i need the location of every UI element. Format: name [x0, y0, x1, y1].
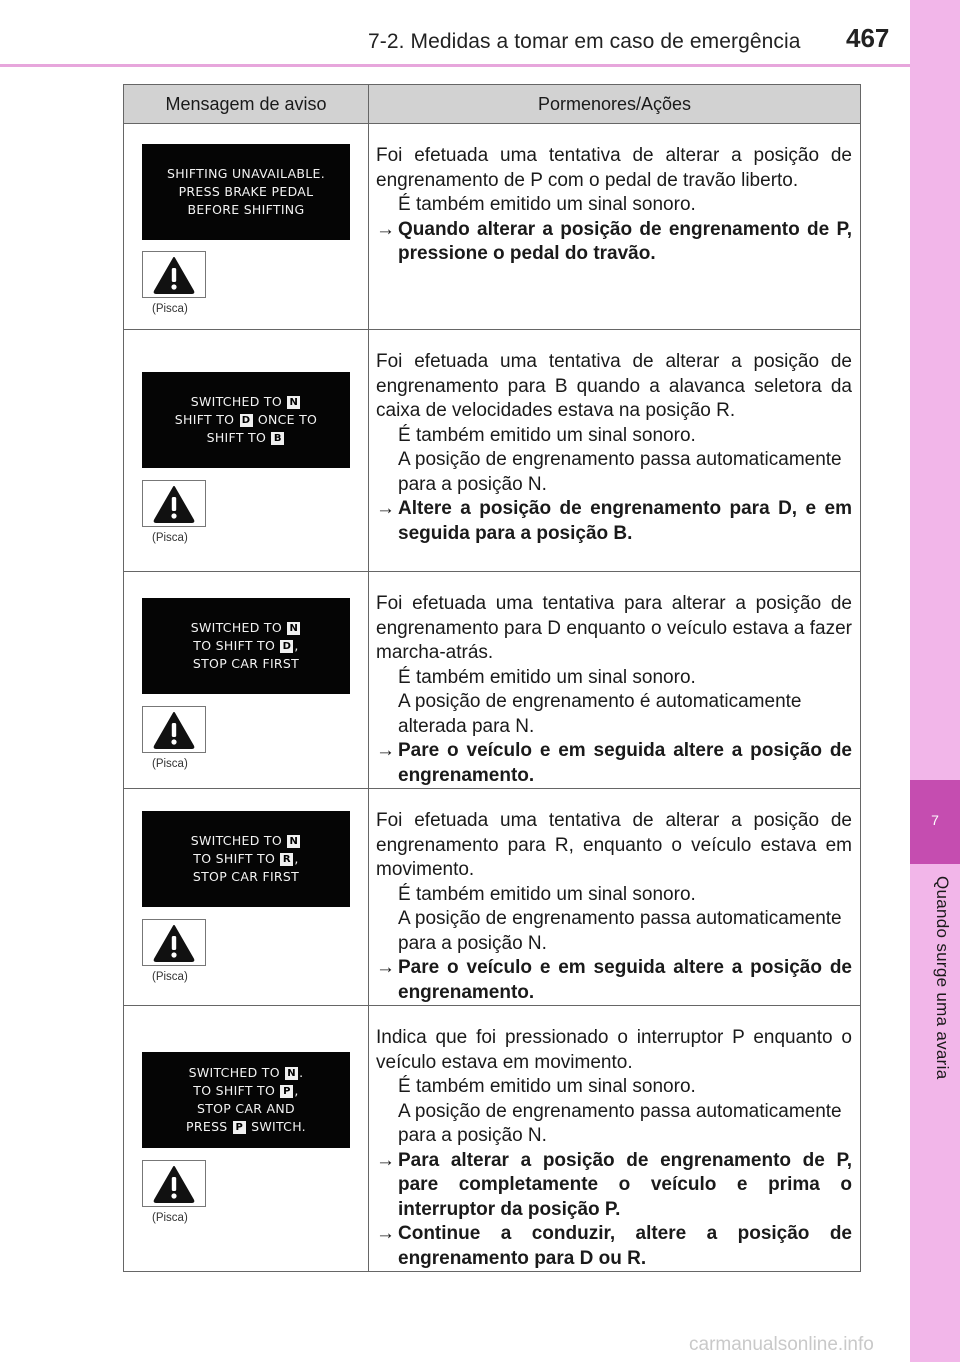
- gear-letter-box: D: [240, 414, 253, 427]
- note-text: A posição de engrenamento passa automaticamente para a posição N.: [398, 1100, 842, 1146]
- chapter-number: 7: [910, 780, 960, 864]
- display-text: PRESS BRAKE PEDAL: [178, 184, 314, 199]
- gear-letter-box: D: [280, 640, 293, 653]
- table-row: [124, 789, 861, 1006]
- gear-letter-box: N: [287, 835, 300, 848]
- description-text: Foi efetuada uma tentativa de alterar a posição de engrenamento para R, enquanto o veículo estava em movimento.: [376, 810, 852, 880]
- column-header-message: Mensagem de aviso: [124, 85, 369, 124]
- display-line: [142, 619, 350, 637]
- display-text: SHIFT TO: [206, 430, 271, 445]
- arrow-icon: →: [376, 498, 395, 519]
- action-text: Para alterar a posição de engrenamento de P, pare completamente o veículo e prima o interruptor da posição P.: [398, 1149, 852, 1220]
- note-text: A posição de engrenamento é automaticamente alterada para N.: [398, 691, 802, 737]
- gear-letter-box: N: [285, 1067, 298, 1080]
- exclamation-icon: [153, 256, 195, 294]
- gear-letter-box: N: [287, 622, 300, 635]
- action-text: Pare o veículo e em seguida altere a posição de engrenamento.: [398, 740, 852, 786]
- warning-symbol-box: [142, 1160, 206, 1207]
- action-text: Pare o veículo e em seguida altere a posição de engrenamento.: [398, 957, 852, 1003]
- warning-symbol-box: [142, 706, 206, 753]
- details-cell: [369, 124, 861, 330]
- display-line: [142, 1082, 350, 1100]
- warning-symbol-box: [142, 919, 206, 966]
- display-text: TO SHIFT TO: [193, 638, 280, 653]
- table-row: [124, 124, 861, 330]
- display-line: [142, 429, 350, 447]
- display-text: SWITCHED TO: [188, 1065, 285, 1080]
- action-item: [376, 1149, 852, 1223]
- exclamation-icon: [153, 1165, 195, 1203]
- exclamation-icon: [153, 711, 195, 749]
- arrow-icon: →: [376, 1223, 395, 1244]
- note-text: É também emitido um sinal sonoro.: [398, 194, 696, 215]
- action-item: [376, 497, 852, 546]
- note-text: A posição de engrenamento passa automaticamente para a posição N.: [398, 449, 842, 495]
- action-item: [376, 1222, 852, 1271]
- gear-letter-box: R: [280, 853, 293, 866]
- table-row: [124, 572, 861, 789]
- display-line: [142, 850, 350, 868]
- watermark: carmanualsonline.info: [689, 1334, 874, 1355]
- display-text: .: [299, 1065, 304, 1080]
- description-text: Foi efetuada uma tentativa para alterar a posição de engrenamento para D enquanto o veículo estava a fazer marcha-atrás.: [376, 593, 852, 663]
- display-text: ,: [294, 1083, 299, 1098]
- display-text: TO SHIFT TO: [193, 1083, 280, 1098]
- display-line: [142, 393, 350, 411]
- gear-letter-box: P: [280, 1085, 293, 1098]
- table-row: [124, 1006, 861, 1272]
- display-text: SWITCHED TO: [190, 620, 287, 635]
- display-message: [142, 144, 350, 240]
- description-text: Indica que foi pressionado o interruptor P enquanto o veículo estava em movimento.: [376, 1027, 852, 1073]
- action-item: [376, 956, 852, 1005]
- display-text: SWITCHED TO: [190, 394, 287, 409]
- warning-message-cell: [124, 572, 369, 789]
- details-cell: [369, 789, 861, 1006]
- display-text: ONCE TO: [253, 412, 318, 427]
- display-line: [142, 655, 350, 673]
- details-cell: [369, 1006, 861, 1272]
- note-text: É também emitido um sinal sonoro.: [398, 424, 696, 446]
- description-text: Foi efetuada uma tentativa de alterar a posição de engrenamento para B quando a alavanca seletora da caixa de velocidades estava na posição R.: [376, 351, 852, 421]
- display-line: [142, 411, 350, 429]
- gear-letter-box: B: [271, 432, 284, 445]
- note-text: É também emitido um sinal sonoro.: [398, 883, 696, 905]
- arrow-icon: →: [376, 1149, 395, 1171]
- display-text: STOP CAR AND: [197, 1101, 295, 1116]
- action-item: [376, 739, 852, 788]
- display-text: SHIFT TO: [174, 412, 239, 427]
- warning-message-cell: [124, 789, 369, 1006]
- display-text: SHIFTING UNAVAILABLE.: [166, 166, 326, 181]
- action-text: Altere a posição de engrenamento para D, e em seguida para a posição B.: [398, 498, 852, 544]
- display-line: [142, 1118, 350, 1136]
- blink-label: (Pisca): [152, 758, 188, 770]
- display-line: [142, 1064, 350, 1082]
- display-message: [142, 1052, 350, 1148]
- gear-letter-box: N: [287, 396, 300, 409]
- warning-symbol-box: [142, 251, 206, 298]
- warning-message-cell: [124, 330, 369, 572]
- warning-symbol-box: [142, 480, 206, 527]
- arrow-icon: →: [376, 740, 395, 761]
- table-row: [124, 330, 861, 572]
- display-text: STOP CAR FIRST: [192, 656, 300, 671]
- display-line: [142, 165, 350, 183]
- display-text: SWITCHED TO: [190, 833, 287, 848]
- note-text: É também emitido um sinal sonoro.: [398, 666, 696, 688]
- chapter-side-tab: [910, 0, 960, 1362]
- display-text: BEFORE SHIFTING: [187, 202, 305, 217]
- note-text: A posição de engrenamento passa automaticamente para a posição N.: [398, 908, 842, 954]
- display-message: [142, 372, 350, 468]
- details-cell: [369, 330, 861, 572]
- display-text: TO SHIFT TO: [193, 851, 280, 866]
- header-divider: [0, 64, 910, 67]
- display-text: SWITCH.: [246, 1119, 306, 1134]
- table-header-row: [124, 85, 861, 124]
- display-line: [142, 201, 350, 219]
- display-text: STOP CAR FIRST: [192, 869, 300, 884]
- display-text: PRESS: [186, 1119, 232, 1134]
- exclamation-icon: [153, 924, 195, 962]
- warning-message-cell: [124, 1006, 369, 1272]
- display-line: [142, 637, 350, 655]
- column-header-details: Pormenores/Ações: [369, 85, 861, 124]
- arrow-icon: →: [376, 957, 395, 978]
- exclamation-icon: [153, 485, 195, 523]
- blink-label: (Pisca): [152, 1212, 188, 1224]
- display-message: [142, 811, 350, 907]
- blink-label: (Pisca): [152, 303, 188, 315]
- details-cell: [369, 572, 861, 789]
- display-line: [142, 868, 350, 886]
- chapter-title: Quando surge uma avaria: [933, 876, 952, 1080]
- gear-letter-box: P: [233, 1121, 246, 1134]
- arrow-icon: →: [376, 218, 395, 240]
- note-text: É também emitido um sinal sonoro.: [398, 1076, 696, 1097]
- blink-label: (Pisca): [152, 532, 188, 544]
- warning-messages-table: [123, 84, 861, 1272]
- action-text: Continue a conduzir, altere a posição de engrenamento para D ou R.: [398, 1223, 852, 1269]
- display-text: ,: [294, 851, 299, 866]
- display-message: [142, 598, 350, 694]
- section-title: 7-2. Medidas a tomar em caso de emergência: [368, 30, 801, 53]
- action-text: Quando alterar a posição de engrenamento de P, pressione o pedal do travão.: [398, 218, 852, 264]
- page-number: 467: [846, 23, 890, 53]
- display-line: [142, 183, 350, 201]
- display-line: [142, 832, 350, 850]
- display-line: [142, 1100, 350, 1118]
- action-item: [376, 218, 852, 267]
- warning-message-cell: [124, 124, 369, 330]
- blink-label: (Pisca): [152, 971, 188, 983]
- display-text: ,: [294, 638, 299, 653]
- description-text: Foi efetuada uma tentativa de alterar a posição de engrenamento de P com o pedal de travão liberto.: [376, 145, 852, 191]
